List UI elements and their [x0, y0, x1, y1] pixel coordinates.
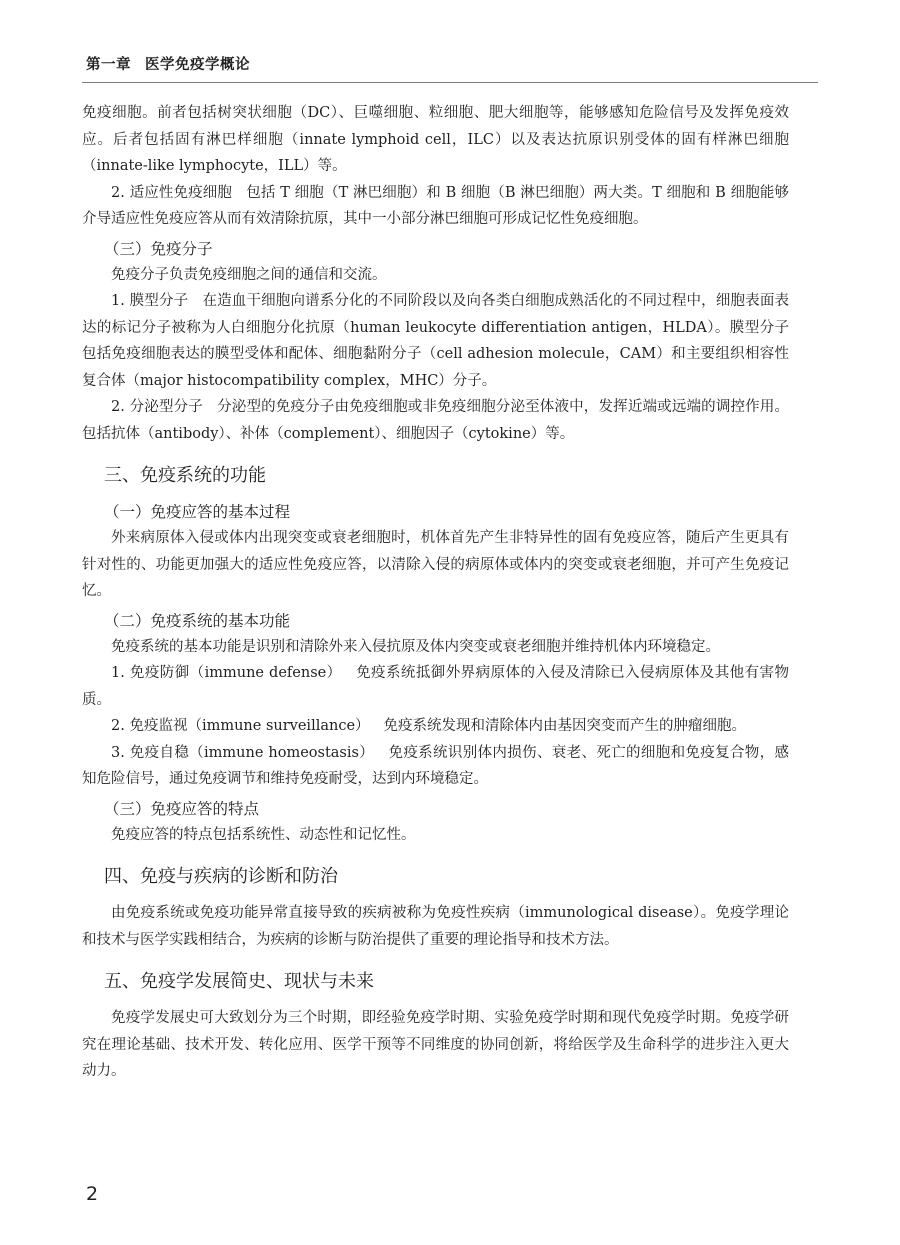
section-heading: 三、免疫系统的功能	[104, 465, 266, 486]
item-label: 1. 免疫防御（immune defense）	[111, 665, 342, 681]
paragraph: 1. 膜型分子 在造血干细胞向谱系分化的不同阶段以及向各类白细胞成熟活化的不同过程中，细胞表面表达的标记分子被称为人白细胞分化抗原（human leukocyte differentiation antigen，HLDA）。膜型分子包括免疫细胞表达的膜型受体和配体、细胞黏附分子（cell adhesion molecule，CAM）和主要组织相容性复合体（major histocompatibility complex，MHC）分子。	[82, 293, 790, 389]
paragraph: 1. 免疫防御（immune defense） 免疫系统抵御外界病原体的入侵及清除已入侵病原体及其他有害物质。	[82, 665, 790, 708]
item-label: 1. 膜型分子	[111, 293, 189, 309]
item-label: 2. 分泌型分子	[111, 399, 203, 415]
item-label: 3. 免疫自稳（immune homeostasis）	[111, 744, 375, 761]
chapter-title: 医学免疫学概论	[145, 57, 250, 73]
paragraph: 免疫分子负责免疫细胞之间的通信和交流。	[111, 266, 387, 283]
page-body	[82, 100, 789, 1085]
paragraph: 免疫系统的基本功能是识别和清除外来入侵抗原及体内突变或衰老细胞并维持机体内环境稳定。	[111, 638, 720, 655]
paragraph: 由免疫系统或免疫功能异常直接导致的疾病被称为免疫性疾病（immunological disease）。免疫学理论和技术与医学实践相结合，为疾病的诊断与防治提供了重要的理论指导和技术方法。	[82, 905, 789, 948]
paragraph: 2. 分泌型分子 分泌型的免疫分子由免疫细胞或非免疫细胞分泌至体液中，发挥近端或远端的调控作用。包括抗体（antibody）、补体（complement）、细胞因子（cytokine）等。	[82, 399, 789, 442]
subsection-heading: （三）免疫分子	[104, 239, 213, 258]
paragraph: 免疫应答的特点包括系统性、动态性和记忆性。	[111, 826, 416, 843]
header-rule	[82, 82, 818, 83]
subsection-heading: （三）免疫应答的特点	[104, 799, 260, 818]
paragraph: 免疫学发展史可大致划分为三个时期，即经验免疫学时期、实验免疫学时期和现代免疫学时期。免疫学研究在理论基础、技术开发、转化应用、医学干预等不同维度的协同创新，将给医学及生命科学的进步注入更大动力。	[82, 1010, 789, 1079]
subsection-heading: （一）免疫应答的基本过程	[104, 503, 291, 521]
section-heading: 五、免疫学发展简史、现状与未来	[104, 971, 374, 992]
running-header	[86, 53, 250, 74]
item-label: 2. 免疫监视（immune surveillance）	[111, 718, 370, 734]
section-heading: 四、免疫与疾病的诊断和防治	[104, 866, 338, 887]
paragraph: 3. 免疫自稳（immune homeostasis） 免疫系统识别体内损伤、衰老、死亡的细胞和免疫复合物，感知危险信号，通过免疫调节和维持免疫耐受，达到内环境稳定。	[82, 744, 790, 787]
page-number: 2	[86, 1183, 99, 1205]
paragraph: 免疫细胞。前者包括树突状细胞（DC）、巨噬细胞、粒细胞、肥大细胞等，能够感知危险信号及发挥免疫效应。后者包括固有淋巴样细胞（innate lymphoid cell，ILC）以及表达抗原识别受体的固有样淋巴细胞（innate-like lymphocyte，ILL）等。	[82, 105, 789, 174]
item-label: 2. 适应性免疫细胞	[111, 184, 233, 201]
subsection-heading: （二）免疫系统的基本功能	[104, 611, 291, 630]
paragraph: 外来病原体入侵或体内出现突变或衰老细胞时，机体首先产生非特异性的固有免疫应答，随后产生更具有针对性的、功能更加强大的适应性免疫应答，以清除入侵的病原体或体内的突变或衰老细胞，并可产生免疫记忆。	[82, 530, 789, 599]
chapter-label: 第一章	[86, 57, 131, 73]
paragraph: 2. 适应性免疫细胞 包括 T 细胞（T 淋巴细胞）和 B 细胞（B 淋巴细胞）两大类。T 细胞和 B 细胞能够介导适应性免疫应答从而有效清除抗原，其中一小部分淋巴细胞可形成记忆性免疫细胞。	[82, 184, 789, 227]
paragraph: 2. 免疫监视（immune surveillance） 免疫系统发现和清除体内由基因突变而产生的肿瘤细胞。	[111, 718, 747, 734]
